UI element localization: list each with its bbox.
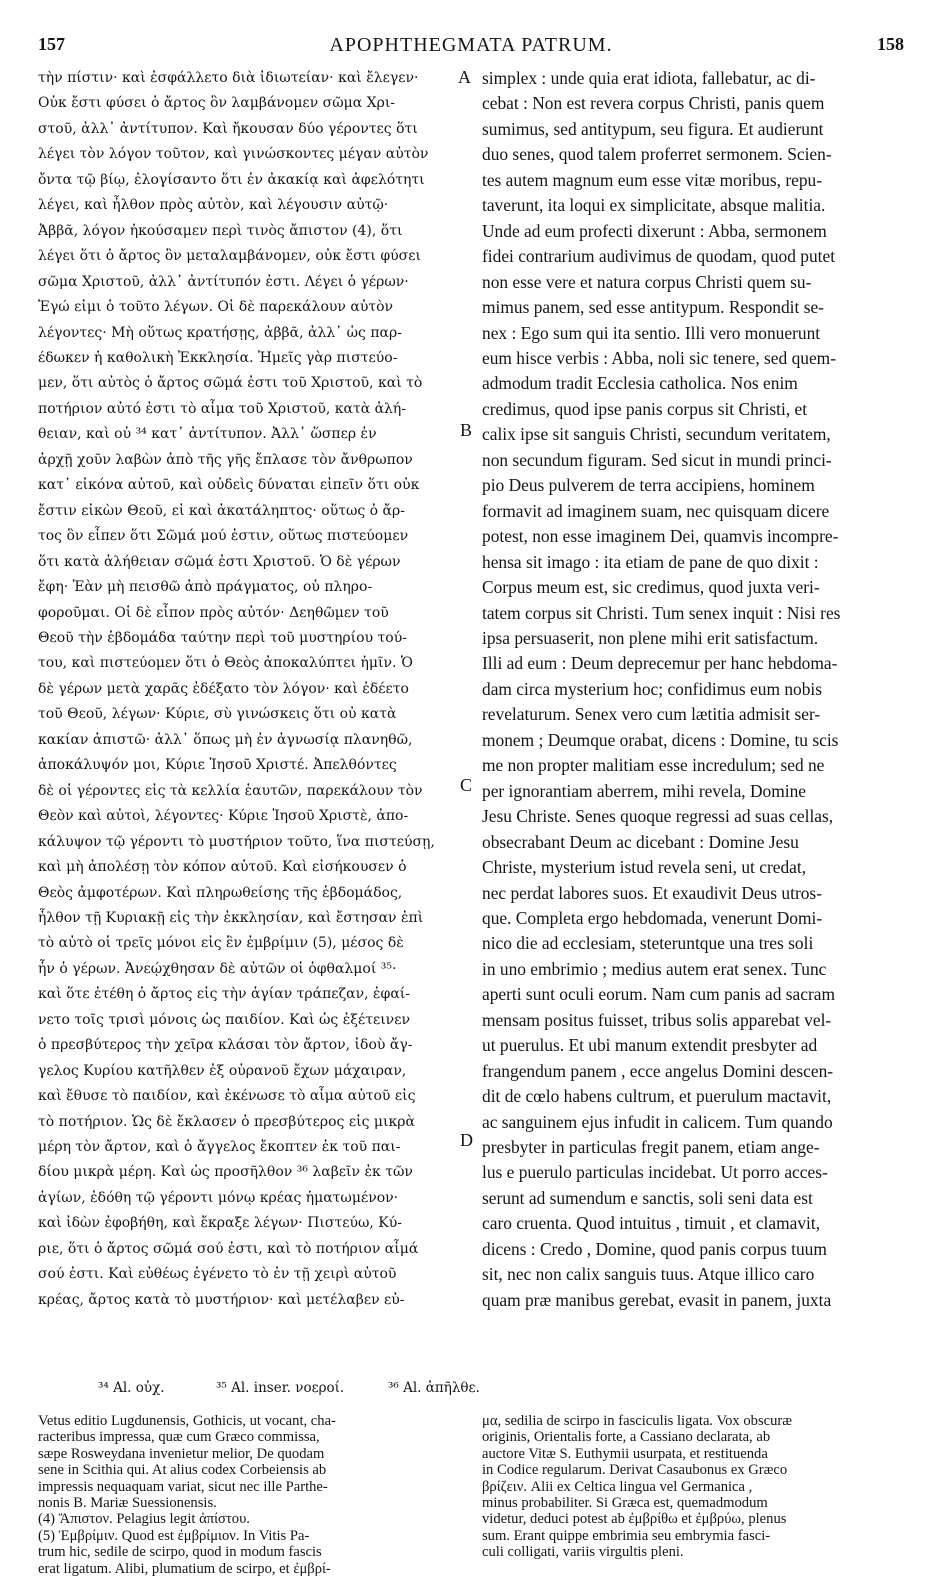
footnote-line: impressis nequaquam variat, sicut nec ille Parthe- bbox=[38, 1478, 328, 1495]
latin-text-line: ac sanguinem ejus infudit in calicem. Tum quando bbox=[482, 1111, 833, 1132]
greek-text-line: λέγει, καὶ ἦλθον πρὸς αὐτὸν, καὶ λέγουσιν αὐτῷ· bbox=[38, 197, 389, 214]
greek-text-line: ὄντα τῷ βίῳ, ἐλογίσαντο ὅτι ἐν ἀκακίᾳ καὶ ἀφελότητι bbox=[38, 171, 425, 188]
footnote-line: minus probabiliter. Si Græca est, quemadmodum bbox=[482, 1495, 768, 1512]
greek-text-line: στοῦ, ἀλλ᾽ ἀντίτυπον. Καὶ ἤκουσαν δύο γέροντες ὅτι bbox=[38, 120, 418, 137]
greek-text-line: μεν, ὅτι αὐτὸς ὁ ἄρτος σῶμά ἐστι τοῦ Χριστοῦ, καὶ τὸ bbox=[38, 375, 423, 392]
latin-text-line: revelaturum. Senex vero cum lætitia admisit ser- bbox=[482, 704, 821, 725]
footnote-line: Vetus editio Lugdunensis, Gothicis, ut vocant, cha- bbox=[38, 1413, 336, 1429]
greek-text-line: τος ὃν εἶπεν ὅτι Σῶμά μού ἐστιν, οὕτως πιστεύομεν bbox=[38, 528, 409, 545]
page-number-left: 157 bbox=[38, 34, 65, 54]
footnote-line: in Codice regularum. Derivat Casaubonus ex Græco bbox=[482, 1462, 788, 1479]
footnotes-right bbox=[482, 1413, 904, 1561]
latin-text-line: in uno embrimio ; medius autem erat senex. Tunc bbox=[482, 958, 827, 979]
greek-text-line: του, καὶ πιστεύομεν ὅτι ὁ Θεὸς ἀποκαλύπτει ἡμῖν. Ὁ bbox=[38, 655, 413, 672]
latin-text-line: caro cruenta. Quod intuitus , timuit , et clamavit, bbox=[482, 1213, 821, 1234]
footnote-line: nonis B. Mariæ Suessionensis. bbox=[38, 1495, 217, 1512]
latin-text-line: calix ipse sit sanguis Christi, secundum veritatem, bbox=[482, 424, 831, 445]
footnote-line: μα, sedilia de scirpo in fasciculis ligata. Vox obscuræ bbox=[482, 1413, 792, 1429]
running-title: APOPHTHEGMATA PATRUM. bbox=[329, 34, 613, 56]
latin-text-line: dicens : Credo , Domine, quod panis corpus tuum bbox=[482, 1238, 827, 1259]
latin-text-line: ipsa persuaserit, non plene mihi erit satisfactum. bbox=[482, 627, 819, 648]
greek-text-line: τὸ αὐτὸ οἱ τρεῖς μόνοι εἰς ἓν ἐμβρίμιν (5), μέσος δὲ bbox=[38, 935, 404, 952]
margin-letter-c: C bbox=[460, 775, 473, 795]
greek-text-line: Θεὸν καὶ αὐτοὶ, λέγοντες· Κύριε Ἰησοῦ Χριστὲ, ἀπο- bbox=[38, 808, 409, 825]
latin-text-line: admodum tradit Ecclesia catholica. Nos enim bbox=[482, 373, 798, 394]
latin-text-line: non secundum figuram. Sed sicut in mundi princi- bbox=[482, 449, 832, 470]
margin-letter-b: B bbox=[460, 420, 473, 440]
greek-text-line: δίου μικρὰ μέρη. Καὶ ὡς προσῆλθον ³⁶ λαβεῖν ἐκ τῶν bbox=[38, 1164, 413, 1181]
latin-text-line: duo senes, quod talem proferret sermonem. Scien- bbox=[482, 144, 832, 165]
footnote-line: sum. Erant quippe embrimia seu embrymia fasci- bbox=[482, 1527, 771, 1544]
latin-text-line: Christe, mysterium istud revela seni, ut credat, bbox=[482, 857, 807, 878]
greek-text-line: φοροῦμαι. Οἱ δὲ εἶπον πρὸς αὐτόν· Δεηθῶμεν τοῦ bbox=[38, 604, 389, 621]
latin-text-line: Jesu Christe. Senes quoque regressi ad suas cellas, bbox=[482, 806, 834, 827]
footnote-line: sæpe Rosweydana invenietur melior, De quodam bbox=[38, 1445, 325, 1462]
greek-text-line: ριε, ὅτι ὁ ἄρτος σῶμά σού ἐστι, καὶ τὸ ποτήριον αἷμά bbox=[38, 1240, 419, 1257]
latin-text-line: sit, nec non calix sanguis tuus. Atque illico caro bbox=[482, 1264, 815, 1285]
latin-text-line: potest, non esse imaginem Dei, quamvis incompre- bbox=[482, 526, 839, 547]
latin-text-line: formavit ad imaginem suam, nec quisquam dicere bbox=[482, 500, 830, 521]
variant-35: ³⁵ Al. inser. νοεροί. bbox=[216, 1380, 345, 1396]
footnote-line: (4) Ἄπιστον. Pelagius legit ἀπίστου. bbox=[38, 1511, 250, 1528]
greek-text-line: κακίαν ἀπιστῶ· ἀλλ᾽ ὅπως μὴ ἐν ἀγνωσίᾳ πλανηθῶ, bbox=[38, 731, 413, 748]
greek-text-line: ἀποκάλυψόν μοι, Κύριε Ἰησοῦ Χριστέ. Ἀπελθόντες bbox=[38, 757, 397, 774]
footnote-line: culi colligati, variis virgultis pleni. bbox=[482, 1544, 684, 1561]
latin-text-line: Illi ad eum : Deum deprecemur per hanc hebdoma- bbox=[482, 653, 838, 674]
greek-text-line: μέρη τὸν ἄρτον, καὶ ὁ ἄγγελος ἔκοπτεν ἐκ τοῦ παι- bbox=[38, 1139, 401, 1156]
footnote-line: racteribus impressa, quæ cum Græco commissa, bbox=[38, 1429, 320, 1446]
greek-text-line: τοῦ Θεοῦ, λέγων· Κύριε, σὺ γινώσκεις ὅτι οὐ κατὰ bbox=[38, 706, 397, 723]
greek-text-line: ἔφη· Ἐὰν μὴ πεισθῶ ἀπὸ πράγματος, οὐ πληρο- bbox=[38, 579, 373, 596]
greek-text-line: καὶ ἰδὼν ἐφοβήθη, καὶ ἔκραξε λέγων· Πιστεύω, Κύ- bbox=[38, 1215, 402, 1232]
latin-text-line: nex : Ego sum qui ita sentio. Illi vero monuerunt bbox=[482, 322, 821, 343]
latin-text-line: simplex : unde quia erat idiota, fallebatur, ac di- bbox=[482, 68, 816, 88]
latin-text-line: serunt ad sumendum e sanctis, soli seni data est bbox=[482, 1187, 813, 1208]
footnote-line: videtur, deduci potest ab ἐμβρίθω et ἐμβρύω, plenus bbox=[482, 1511, 787, 1528]
greek-text-line: Οὐκ ἔστι φύσει ὁ ἄρτος ὃν λαμβάνομεν σῶμα Χρι- bbox=[38, 95, 396, 112]
latin-text-line: sumimus, sed antitypum, seu figura. Et audierunt bbox=[482, 118, 824, 139]
latin-text-line: quam præ manibus gerebat, evasit in panem, juxta bbox=[482, 1289, 832, 1310]
greek-text-line: ποτήριον αὐτό ἐστι τὸ αἷμα τοῦ Χριστοῦ, κατὰ ἀλή- bbox=[38, 400, 407, 417]
variant-34: ³⁴ Al. οὐχ. bbox=[98, 1380, 165, 1396]
greek-text-line: δὲ οἱ γέροντες εἰς τὰ κελλία ἑαυτῶν, παρεκάλουν τὸν bbox=[38, 782, 423, 799]
latin-text-line: fidei contrarium audivimus de quodam, quod putet bbox=[482, 246, 836, 267]
latin-text-line: dit de cœlo habens cultrum, et puerulum mactavit, bbox=[482, 1086, 832, 1107]
greek-text-line: γελος Κυρίου κατῆλθεν ἐξ οὐρανοῦ ἔχων μάχαιραν, bbox=[38, 1062, 407, 1079]
footnote-line: sene in Scithia qui. At alius codex Corbeiensis ab bbox=[38, 1462, 327, 1479]
latin-text-line: hensa sit imago : ita etiam de pane de quo dixit : bbox=[482, 551, 819, 572]
greek-text-line: ἔστιν εἰκὼν Θεοῦ, εἰ καὶ ἀκατάληπτος· οὕτως ὁ ἄρ- bbox=[38, 502, 405, 519]
greek-text-line: σῶμα Χριστοῦ, ἀλλ᾽ ἀντίτυπόν ἐστι. Λέγει ὁ γέρων· bbox=[38, 273, 409, 290]
latin-text-line: nico die ad ecclesiam, steteruntque una tres soli bbox=[482, 933, 814, 954]
latin-text-line: que. Completa ergo hebdomada, venerunt Domi- bbox=[482, 907, 823, 928]
latin-text-line: pio Deus pulverem de terra accipiens, hominem bbox=[482, 475, 815, 496]
greek-text-line: έδωκεν ἡ καθολικὴ Ἐκκλησία. Ἡμεῖς γὰρ πιστεύο- bbox=[38, 349, 398, 366]
greek-text-line: κάλυψον τῷ γέροντι τὸ μυστήριον τοῦτο, ἵνα πιστεύσῃ, bbox=[38, 833, 435, 850]
margin-letter-a: A bbox=[458, 67, 471, 87]
greek-text-line: δὲ γέρων μετὰ χαρᾶς ἐδέξατο τὸν λόγον· καὶ ἐδέετο bbox=[38, 680, 409, 697]
latin-text-line: frangendum panem , ecce angelus Domini descen- bbox=[482, 1060, 834, 1081]
latin-text-line: obsecrabant Deum ac dicebant : Domine Jesu bbox=[482, 831, 799, 852]
footnote-line: erat ligatum. Alibi, plumatium de scirpo, et ἐμβρί- bbox=[38, 1560, 331, 1577]
greek-text-line: ἁγίων, ἐδόθη τῷ γέροντι μόνῳ κρέας ἡματωμένον· bbox=[38, 1189, 399, 1206]
latin-text-line: eum hisce verbis : Abba, noli sic tenere, sed quem- bbox=[482, 347, 836, 368]
latin-text-line: me non propter malitiam esse incredulum; sed ne bbox=[482, 755, 825, 776]
latin-text-line: Corpus meum est, sic credimus, quod juxta veri- bbox=[482, 577, 820, 598]
greek-text-line: καὶ μὴ ἀπολέσῃ τὸν κόπον αὐτοῦ. Καὶ εἰσήκουσεν ὁ bbox=[38, 859, 407, 876]
latin-text-line: non esse vere et natura corpus Christi quem su- bbox=[482, 271, 812, 292]
greek-text-line: ἦλθον τῇ Κυριακῇ εἰς τὴν ἐκκλησίαν, καὶ ἔστησαν ἐπὶ bbox=[38, 909, 424, 926]
greek-text-line: νετο τοῖς τρισὶ μόνοις ὡς παιδίον. Καὶ ὡς ἐξέτεινεν bbox=[38, 1011, 410, 1028]
footnote-line: originis, Orientalis forte, a Cassiano declarata, ab bbox=[482, 1429, 771, 1446]
footnote-line: (5) Ἐμβρίμιν. Quod est ἐμβρίμιον. In Vitis Pa- bbox=[38, 1527, 310, 1544]
greek-text-line: Ἐγώ εἰμι ὁ τοῦτο λέγων. Οἱ δὲ παρεκάλουν αὐτὸν bbox=[38, 299, 394, 316]
latin-text-line: Unde ad eum profecti dixerunt : Abba, sermonem bbox=[482, 220, 827, 241]
greek-text-line: ὅτι κατὰ ἀλήθειαν σῶμά ἐστι Χριστοῦ. Ὁ δὲ γέρων bbox=[38, 553, 401, 570]
latin-text-line: credimus, quod ipse panis corpus sit Christi, et bbox=[482, 398, 808, 419]
greek-text-line: λέγει ὅτι ὁ ἄρτος ὃν μεταλαμβάνομεν, οὐκ ἔστι φύσει bbox=[38, 248, 421, 265]
greek-text-line: καὶ ἔθυσε τὸ παιδίον, καὶ ἐκένωσε τὸ αἷμα αὐτοῦ εἰς bbox=[38, 1088, 416, 1105]
margin-letter-d: D bbox=[460, 1130, 473, 1150]
latin-text-line: presbyter in particulas fregit panem, etiam ange- bbox=[482, 1137, 820, 1158]
latin-text-line: lus e puerulo particulas incidebat. Ut porro acces- bbox=[482, 1162, 828, 1183]
greek-text-line: Ἀββᾶ, λόγον ἠκούσαμεν περὶ τινὸς ἄπιστον (4), ὅτι bbox=[38, 222, 403, 239]
latin-text-line: ut puerulus. Et ubi manum extendit presbyter ad bbox=[482, 1035, 818, 1056]
variant-36: ³⁶ Al. ἀπῆλθε. bbox=[388, 1380, 480, 1396]
latin-text-line: aperti sunt oculi eorum. Nam cum panis ad sacram bbox=[482, 984, 836, 1005]
footnotes-left bbox=[38, 1413, 456, 1577]
page-number-right: 158 bbox=[877, 34, 904, 54]
greek-text-line: κρέας, ἄρτος κατὰ τὸ μυστήριον· καὶ μετέλαβεν εὐ- bbox=[38, 1291, 405, 1308]
latin-column bbox=[482, 66, 904, 1313]
latin-text-line: taverunt, ita loqui ex simplicitate, absque malitia. bbox=[482, 195, 826, 216]
greek-text-line: σού ἐστι. Καὶ εὐθέως ἐγένετο τὸ ἐν τῇ χειρὶ αὐτοῦ bbox=[38, 1266, 397, 1283]
greek-text-line: λέγει τὸν λόγον τοῦτον, καὶ γινώσκοντες μέγαν αὐτὸν bbox=[38, 146, 429, 163]
greek-text-line: ἀρχῇ χοῦν λαβὼν ἀπὸ τῆς γῆς ἔπλασε τὸν ἄνθρωπον bbox=[38, 451, 413, 468]
greek-text-line: κατ᾽ εἰκόνα αὐτοῦ, καὶ οὐδεὶς δύναται εἰπεῖν ὅτι οὐκ bbox=[38, 477, 420, 494]
greek-text-line: καὶ ὅτε ἐτέθη ὁ ἄρτος εἰς τὴν ἁγίαν τράπεζαν, ἐφαί- bbox=[38, 986, 411, 1003]
latin-text-line: per ignorantiam aberrem, mihi revela, Domine bbox=[482, 780, 807, 801]
latin-text-line: cebat : Non est revera corpus Christi, panis quem bbox=[482, 93, 825, 114]
greek-text-line: Θεὸς ἀμφοτέρων. Καὶ πληρωθείσης τῆς ἑβδομάδος, bbox=[38, 884, 403, 901]
latin-text-line: mensam positus fuisset, tribus solis apparebat vel- bbox=[482, 1009, 832, 1030]
latin-text-line: tes autem magnum eum esse vitæ moribus, repu- bbox=[482, 169, 823, 190]
latin-text-line: nec perdat labores suos. Et exaudivit Deus utros- bbox=[482, 882, 822, 903]
greek-text-line: θειαν, καὶ οὐ ³⁴ κατ᾽ ἀντίτυπον. Ἀλλ᾽ ὥσπερ ἐν bbox=[38, 426, 377, 443]
footnote-line: auctore Vitæ S. Euthymii usurpata, et restituenda bbox=[482, 1445, 768, 1462]
latin-text-line: tatem corpus sit Christi. Tum senex inquit : Nisi res bbox=[482, 602, 841, 623]
greek-column bbox=[38, 66, 456, 1313]
running-header bbox=[38, 34, 904, 58]
greek-text-line: τὸ ποτήριον. Ὡς δὲ ἔκλασεν ὁ πρεσβύτερος εἰς μικρὰ bbox=[38, 1113, 415, 1130]
greek-text-line: ὁ πρεσβύτερος τὴν χεῖρα κλάσαι τὸν ἄρτον, ἰδοὺ ἄγ- bbox=[38, 1037, 413, 1054]
latin-text-line: dam circa mysterium hoc; confidimus eum nobis bbox=[482, 678, 823, 699]
greek-text-line: λέγοντες· Μὴ οὕτως κρατήσῃς, ἀββᾶ, ἀλλ᾽ ὡς παρ- bbox=[38, 324, 402, 341]
latin-text-line: mimus panem, sed esse antitypum. Respondit se- bbox=[482, 297, 824, 318]
latin-text-line: monem ; Deumque orabat, dicens : Domine, tu scis bbox=[482, 729, 839, 750]
footnote-line: βρίζειν. Alii ex Celtica lingua vel Germanica , bbox=[482, 1478, 753, 1495]
greek-text-line: τὴν πίστιν· καὶ ἐσφάλλετο διὰ ἰδιωτείαν· καὶ ἔλεγεν· bbox=[38, 70, 419, 86]
greek-text-line: Θεοῦ τὴν ἑβδομάδα ταύτην περὶ τοῦ μυστηρίου τού- bbox=[38, 629, 407, 646]
footnote-line: trum hic, sedile de scirpo, quod in modum fascis bbox=[38, 1544, 322, 1561]
greek-text-line: ἦν ὁ γέρων. Ἀνεῴχθησαν δὲ αὐτῶν οἱ ὀφθαλμοί ³⁵· bbox=[38, 960, 397, 977]
